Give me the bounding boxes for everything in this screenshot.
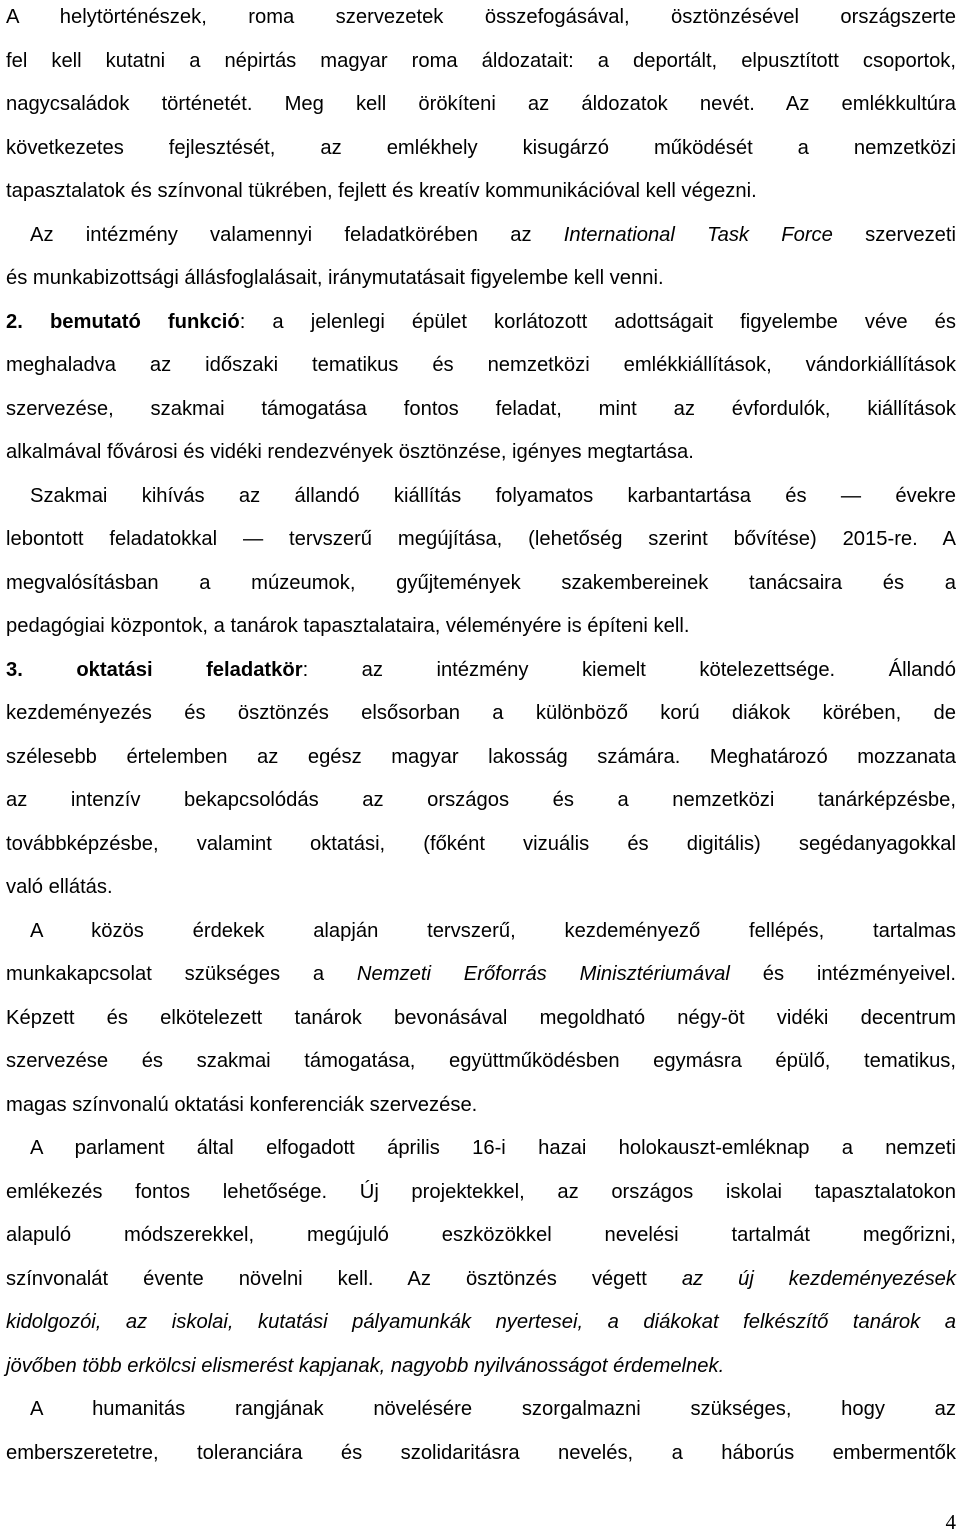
- text-line: [6, 0, 956, 40]
- text-run: és munkabizottsági állásfoglalásait, iránymutatásait figyelembe kell venni.: [6, 267, 664, 289]
- text-line: [6, 1127, 956, 1171]
- text-run: Szakmai kihívás az állandó kiállítás folyamatos karbantartása és — évekre: [30, 484, 956, 507]
- text-line: [6, 257, 956, 301]
- text-line: [6, 1084, 956, 1128]
- text-line: [6, 344, 956, 388]
- text-line: [6, 692, 956, 736]
- text-line: [6, 214, 956, 258]
- text-line: [6, 431, 956, 475]
- bold-text: 3. oktatási feladatkör: [6, 658, 303, 681]
- text-run: az intenzív bekapcsolódás az országos és a nemzetközi tanárképzésbe,: [6, 789, 956, 811]
- text-line: [6, 779, 956, 823]
- text-run: nagycsaládok történetét. Meg kell örökíteni az áldozatok nevét. Az emlékkultúra: [6, 93, 956, 115]
- text-line: [6, 866, 956, 910]
- text-line: [6, 1345, 956, 1389]
- text-run: A közös érdekek alapján tervszerű, kezdeményező fellépés, tartalmas: [30, 919, 956, 942]
- text-line: [6, 562, 956, 606]
- text-run: A humanitás rangjának növelésére szorgalmazni szükséges, hogy az: [30, 1398, 956, 1420]
- text-line: [6, 1040, 956, 1084]
- text-line: [6, 1301, 956, 1345]
- text-run: színvonalát évente növelni kell. Az ösztönzés végett: [6, 1267, 682, 1290]
- body-text: [6, 0, 956, 1475]
- text-line: [6, 823, 956, 867]
- text-run: kezdeményezés és ösztönzés elsősorban a különböző korú diákok körében, de: [6, 702, 956, 724]
- text-run: szervezeti: [832, 223, 956, 246]
- text-line: [6, 736, 956, 780]
- bold-text: 2. bemutató funkció: [6, 310, 240, 333]
- text-run: pedagógiai központok, a tanárok tapasztalataira, véleményére is építeni kell.: [6, 615, 690, 637]
- text-run: : az intézmény kiemelt kötelezettsége. Állandó: [302, 658, 956, 681]
- text-run: A parlament által elfogadott április 16-i hazai holokauszt-emléknap a nemzeti: [30, 1137, 956, 1159]
- italic-text: International Task Force: [563, 223, 833, 246]
- text-line: [6, 953, 956, 997]
- text-line: [6, 301, 956, 345]
- text-line: [6, 518, 956, 562]
- text-line: [6, 1432, 956, 1476]
- text-run: szélesebb értelemben az egész magyar lakosság számára. Meghatározó mozzanata: [6, 745, 956, 768]
- italic-text: Nemzeti Erőforrás Minisztériumával: [356, 963, 730, 985]
- text-line: [6, 649, 956, 693]
- text-run: A helytörténészek, roma szervezetek összefogásával, ösztönzésével országszerte: [6, 6, 956, 28]
- text-run: szervezése és szakmai támogatása, együttműködésben egymásra épülő, tematikus,: [6, 1050, 956, 1072]
- text-run: emberszeretetre, toleranciára és szolidaritásra nevelés, a háborús embermentők: [6, 1441, 956, 1464]
- text-line: [6, 1258, 956, 1302]
- text-line: [6, 127, 956, 171]
- text-run: alkalmával fővárosi és vidéki rendezvények ösztönzése, igényes megtartása.: [6, 441, 694, 463]
- text-run: Képzett és elkötelezett tanárok bevonásával megoldható négy-öt vidéki decentrum: [6, 1006, 956, 1029]
- text-run: következetes fejlesztését, az emlékhely kisugárzó működését a nemzetközi: [6, 136, 956, 159]
- text-run: továbbképzésbe, valamint oktatási, (főként vizuális és digitális) segédanyagokkal: [6, 832, 956, 855]
- text-line: [6, 1214, 956, 1258]
- text-run: tapasztalatok és színvonal tükrében, fejlett és kreatív kommunikációval kell végezni.: [6, 180, 757, 202]
- text-run: magas színvonalú oktatási konferenciák szervezése.: [6, 1093, 478, 1116]
- text-line: [6, 170, 956, 214]
- text-run: Az intézmény valamennyi feladatkörében az: [30, 223, 564, 246]
- text-run: alapuló módszerekkel, megújuló eszközökkel nevelési tartalmát megőrizni,: [6, 1224, 956, 1246]
- italic-text: jövőben több erkölcsi elismerést kapjanak, nagyobb nyilvánosságot érdemelnek.: [6, 1354, 725, 1377]
- page-number: 4: [945, 1510, 956, 1534]
- text-run: szervezése, szakmai támogatása fontos feladat, mint az évfordulók, kiállítások: [6, 397, 956, 420]
- text-line: [6, 388, 956, 432]
- text-run: való ellátás.: [6, 876, 113, 898]
- text-run: : a jelenlegi épület korlátozott adottságait figyelembe véve és: [239, 310, 956, 333]
- text-line: [6, 1171, 956, 1215]
- text-line: [6, 40, 956, 84]
- text-run: fel kell kutatni a népirtás magyar roma áldozatait: a deportált, elpusztított csoportok,: [6, 49, 956, 72]
- text-line: [6, 475, 956, 519]
- text-run: lebontott feladatokkal — tervszerű megújítása, (lehetőség szerint bővítése) 2015-re. A: [6, 528, 956, 550]
- italic-text: az új kezdeményezések: [681, 1267, 957, 1290]
- text-line: [6, 910, 956, 954]
- text-line: [6, 997, 956, 1041]
- text-run: meghaladva az időszaki tematikus és nemzetközi emlékkiállítások, vándorkiállítások: [6, 354, 956, 376]
- italic-text: kidolgozói, az iskolai, kutatási pályamunkák nyertesei, a diákokat felkészítő tanárok a: [6, 1311, 956, 1333]
- text-run: emlékezés fontos lehetősége. Új projektekkel, az országos iskolai tapasztalatokon: [6, 1180, 956, 1203]
- text-run: munkakapcsolat szükséges a: [6, 963, 357, 985]
- text-line: [6, 1388, 956, 1432]
- text-line: [6, 83, 956, 127]
- text-run: és intézményeivel.: [729, 963, 956, 985]
- text-run: megvalósításban a múzeumok, gyűjtemények szakembereinek tanácsaira és a: [6, 571, 956, 594]
- text-line: [6, 605, 956, 649]
